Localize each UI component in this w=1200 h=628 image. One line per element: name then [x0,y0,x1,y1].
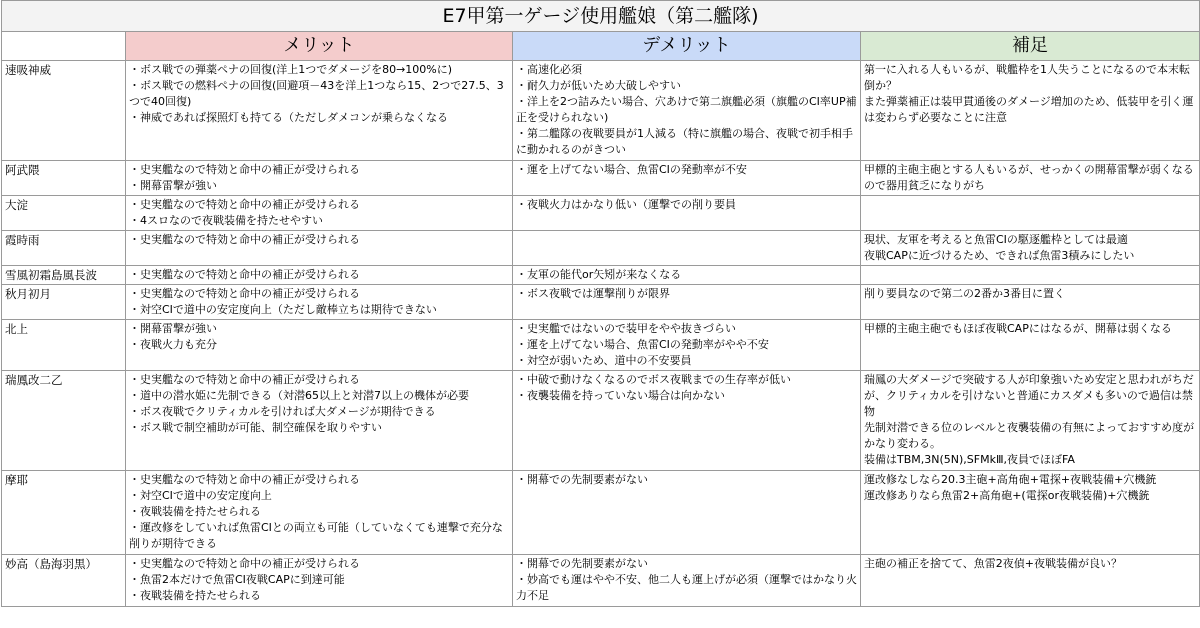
header-merit: メリット [126,32,513,61]
demerit-cell [513,371,861,471]
supplement-cell [861,471,1200,555]
supplement-line: 甲標的主砲主砲とする人もいるが、せっかくの開幕雷撃が弱くなるので器用貧乏になりがち [864,163,1194,192]
table-row [2,471,1200,555]
header-name [2,32,126,61]
ship-name-cell: 大淀 [2,196,126,231]
supplement-line: 主砲の補正を捨てて、魚雷2夜偵+夜戦装備が良い？ [864,557,1122,570]
supplement-line: 運改修なしなら20.3主砲+高角砲+電探+夜戦装備+穴機銃 [864,473,1157,486]
merit-line: ・史実艦なので特効と命中の補正が受けられる [129,163,360,176]
table-row [2,555,1200,607]
merit-line: ・史実艦なので特効と命中の補正が受けられる [129,373,360,386]
merit-line: ・対空CIで道中の安定度向上（ただし敵棒立ちは期待できない [129,303,437,316]
demerit-cell [513,61,861,161]
demerit-cell [513,555,861,607]
merit-line: ・魚雷2本だけで魚雷CI夜戦CAPに到達可能 [129,573,345,586]
ship-name-cell: 霞時雨 [2,231,126,266]
supplement-line: 夜戦CAPに近づけるため、できれば魚雷3積みにしたい [864,249,1135,262]
supplement-line: 先制対潜できる位のレベルと夜襲装備の有無によっておすすめ度がかなり変わる。 [864,421,1195,450]
supplement-cell [861,371,1200,471]
merit-cell [126,61,513,161]
demerit-line: ・高速化必須 [516,63,582,76]
table-row [2,266,1200,285]
ship-name-cell: 北上 [2,320,126,371]
supplement-cell [861,266,1200,285]
merit-line: ・開幕雷撃が強い [129,322,217,335]
demerit-cell [513,231,861,266]
merit-line: ・道中の潜水姫に先制できる（対潜65以上と対潜7以上の機体が必要 [129,389,469,402]
merit-cell [126,471,513,555]
demerit-line: ・洋上を2つ詰みたい場合、穴あけで第二旗艦必須（旗艦のCI率UP補正を受けられない) [516,95,857,124]
merit-line: ・史実艦なので特効と命中の補正が受けられる [129,233,360,246]
supplement-cell [861,61,1200,161]
demerit-line: ・開幕での先制要素がない [516,473,648,486]
demerit-line: ・中破で動けなくなるのでボス夜戦までの生存率が低い [516,373,791,386]
ship-name-cell: 速吸神威 [2,61,126,161]
ship-name-cell: 摩耶 [2,471,126,555]
supplement-cell [861,196,1200,231]
merit-line: ・ボス夜戦でクリティカルを引ければ大ダメージが期待できる [129,405,436,418]
merit-line: ・史実艦なので特効と命中の補正が受けられる [129,268,360,281]
merit-line: ・対空CIで道中の安定度向上 [129,489,272,502]
supplement-line: また弾薬補正は装甲貫通後のダメージ増加のため、低装甲を引く運は変わらず必要なことに注意 [864,95,1194,124]
supplement-line: 削り要員なので第二の2番か3番目に置く [864,287,1065,300]
demerit-line: ・第二艦隊の夜戦要員が1人減る（特に旗艦の場合、夜戦で初手相手に動かれるのがきつい [516,127,853,156]
demerit-line: ・対空が弱いため、道中の不安要員 [516,354,692,367]
demerit-line: ・運を上げてない場合、魚雷CIの発動率がやや不安 [516,338,769,351]
merit-cell [126,196,513,231]
merit-cell [126,285,513,320]
merit-cell [126,371,513,471]
merit-line: ・ボス戦で制空補助が可能、制空確保を取りやすい [129,421,382,434]
merit-line: ・ボス戦での燃料ペナの回復(回避項－43を洋上1つなら15、2つで27.5、3つで40回復) [129,79,504,108]
merit-line: ・ボス戦での弾薬ペナの回復(洋上1つでダメージを80→100%に) [129,63,453,76]
table-row [2,320,1200,371]
merit-cell [126,266,513,285]
demerit-cell [513,320,861,371]
table-row [2,285,1200,320]
merit-line: ・神威であれば探照灯も持てる（ただしダメコンが乗らなくなる [129,111,448,124]
merit-line: ・史実艦なので特効と命中の補正が受けられる [129,557,360,570]
merit-line: ・開幕雷撃が強い [129,179,217,192]
table-row [2,196,1200,231]
demerit-cell [513,285,861,320]
merit-cell [126,320,513,371]
ship-name-cell: 秋月初月 [2,285,126,320]
demerit-line: ・妙高でも運はやや不安、他二人も運上げが必須（運撃ではかなり火力不足 [516,573,857,602]
merit-line: ・史実艦なので特効と命中の補正が受けられる [129,287,360,300]
table-row [2,371,1200,471]
demerit-line: ・史実艦ではないので装甲をやや抜きづらい [516,322,736,335]
supplement-cell [861,555,1200,607]
ship-girl-table [1,0,1200,607]
ship-name-cell: 瑞鳳改二乙 [2,371,126,471]
header-demerit: デメリット [513,32,861,61]
header-supplement: 補足 [861,32,1200,61]
demerit-line: ・運を上げてない場合、魚雷CIの発動率が不安 [516,163,747,176]
demerit-line: ・耐久力が低いため大破しやすい [516,79,681,92]
supplement-line: 瑞鳳の大ダメージで突破する人が印象強いため安定と思われがちだが、クリティカルを引けないと普通にカスダメも多いので過信は禁物 [864,373,1194,418]
demerit-cell [513,471,861,555]
merit-cell [126,161,513,196]
merit-cell [126,555,513,607]
merit-line: ・夜戦装備を持たせられる [129,589,261,602]
supplement-cell [861,285,1200,320]
supplement-line: 運改修ありなら魚雷2+高角砲+(電探or夜戦装備)+穴機銃 [864,489,1150,502]
demerit-line: ・夜戦火力はかなり低い（運撃での削り要員 [516,198,736,211]
demerit-line: ・友軍の能代or矢矧が来なくなる [516,268,682,281]
merit-line: ・夜戦火力も充分 [129,338,217,351]
demerit-line: ・ボス夜戦では運撃削りが限界 [516,287,670,300]
table-row [2,161,1200,196]
supplement-cell [861,320,1200,371]
supplement-line: 甲標的主砲主砲でもほぼ夜戦CAPにはなるが、開幕は弱くなる [864,322,1172,335]
sheet-title: E7甲第一ゲージ使用艦娘（第二艦隊) [2,1,1200,32]
ship-name-cell: 雪風初霜島風長波 [2,266,126,285]
demerit-line: ・開幕での先制要素がない [516,557,648,570]
demerit-cell [513,161,861,196]
table-row [2,231,1200,266]
demerit-cell [513,266,861,285]
merit-cell [126,231,513,266]
supplement-line: 現状、友軍を考えると魚雷CIの駆逐艦枠としては最適 [864,233,1128,246]
header-row [2,32,1200,61]
ship-name-cell: 妙高（島海羽黒） [2,555,126,607]
supplement-cell [861,231,1200,266]
supplement-line: 第一に入れる人もいるが、戦艦枠を1人失うことになるので本末転倒か？ [864,63,1190,92]
demerit-line: ・夜襲装備を持っていない場合は向かない [516,389,725,402]
merit-line: ・運改修をしていれば魚雷CIとの両立も可能（していなくても連撃で充分な削りが期待できる [129,521,503,550]
supplement-cell [861,161,1200,196]
merit-line: ・4スロなので夜戦装備を持たせやすい [129,214,323,227]
table-row [2,61,1200,161]
merit-line: ・夜戦装備を持たせられる [129,505,261,518]
demerit-cell [513,196,861,231]
merit-line: ・史実艦なので特効と命中の補正が受けられる [129,473,360,486]
merit-line: ・史実艦なので特効と命中の補正が受けられる [129,198,360,211]
supplement-line: 装備はTBM,3N(5N),SFMkⅢ,夜員でほぼFA [864,453,1075,466]
ship-name-cell: 阿武隈 [2,161,126,196]
